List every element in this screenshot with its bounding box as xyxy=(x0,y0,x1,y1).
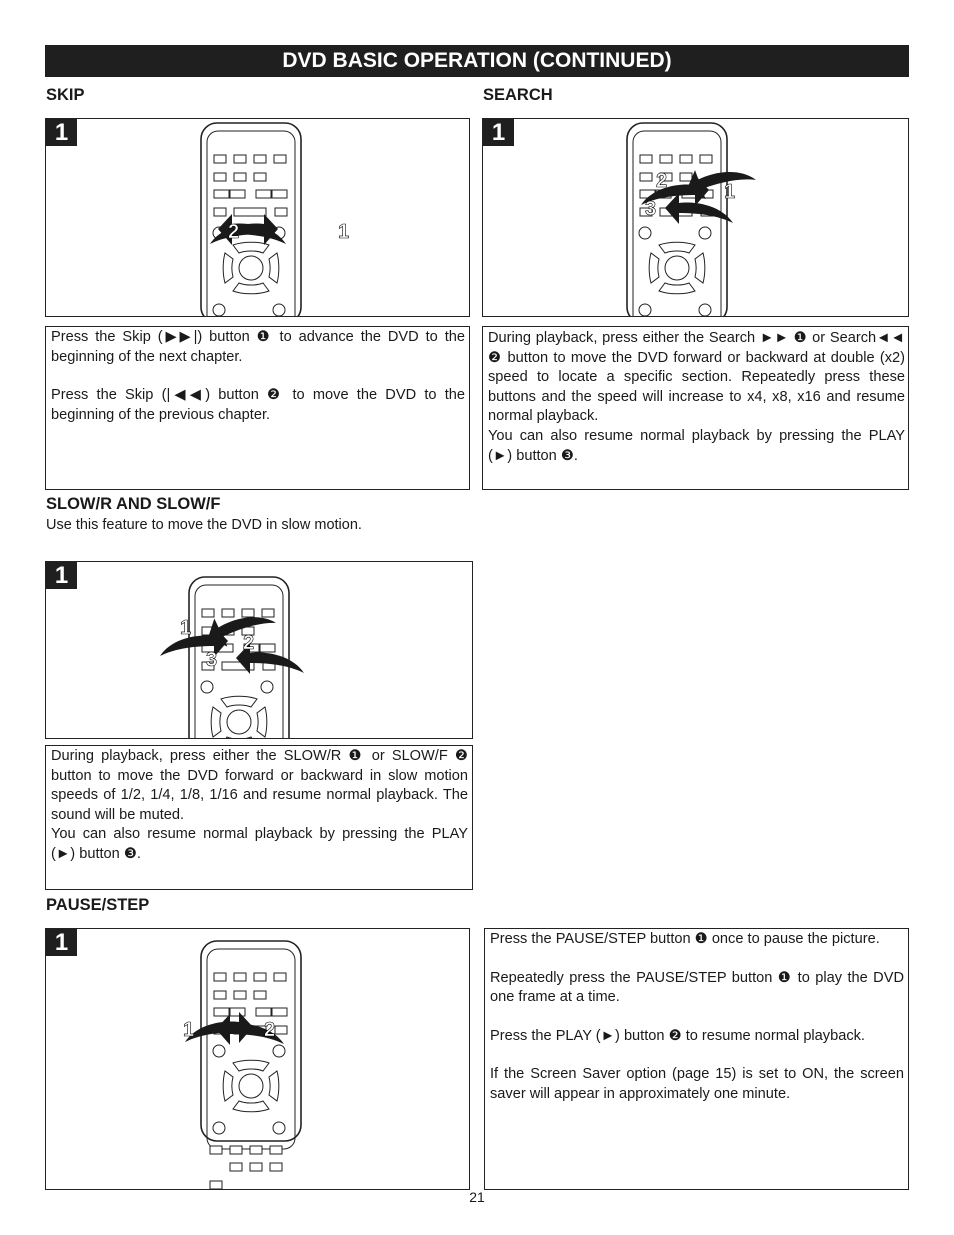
pause-callout-1: 1 xyxy=(183,1019,195,1041)
pause-paragraph-3: Press the PLAY (►) button ❷ to resume normal playback. xyxy=(490,1027,865,1044)
skip-text-box xyxy=(45,326,470,490)
search-paragraph-2: You can also resume normal playback by pressing the PLAY (►) button ❸. xyxy=(488,427,905,464)
slow-figure xyxy=(45,561,473,739)
pause-heading: PAUSE/STEP xyxy=(46,896,150,914)
slow-callout-3: 3 xyxy=(206,649,218,671)
skip-paragraph-2: Press the Skip (|◀◀) button ❷ to move the DVD to the beginning of the previous chapter. xyxy=(51,387,465,423)
slow-remote-illustration xyxy=(46,562,473,739)
slow-heading: SLOW/R AND SLOW/F xyxy=(46,495,221,513)
search-text-box xyxy=(482,326,909,490)
pause-paragraph-4: If the Screen Saver option (page 15) is set to ON, the screen saver will appear in approximately one minute. xyxy=(490,1066,904,1102)
page-title: DVD BASIC OPERATION (CONTINUED) xyxy=(45,45,909,77)
slow-step-badge: 1 xyxy=(46,562,77,589)
remote-control-icon xyxy=(201,123,301,317)
search-paragraph-1: During playback, press either the Search ►► ❶ or Search◄◄ ❷ button to move the DVD forward or backward at double (x2) speed to locate a specific section. Repeatedly press these buttons and the speed will increase to x4, x8, x16 and resume normal playback. xyxy=(488,330,905,425)
skip-heading: SKIP xyxy=(46,86,85,104)
pause-callout-2: 2 xyxy=(264,1019,276,1041)
skip-remote-illustration xyxy=(46,119,470,317)
skip-figure xyxy=(45,118,470,317)
slow-intro: Use this feature to move the DVD in slow motion. xyxy=(46,517,362,533)
pause-figure xyxy=(45,928,470,1190)
slow-text-box xyxy=(45,745,473,890)
skip-callout-1: 1 xyxy=(338,221,350,243)
pause-paragraph-2: Repeatedly press the PAUSE/STEP button ❶ to play the DVD one frame at a time. xyxy=(490,969,904,1006)
page-number: 21 xyxy=(469,1189,485,1205)
search-heading: SEARCH xyxy=(483,86,553,104)
search-step-badge: 1 xyxy=(483,119,514,146)
search-figure xyxy=(482,118,909,317)
remote-control-icon xyxy=(201,941,301,1189)
pause-remote-illustration xyxy=(46,929,470,1190)
slow-callout-2: 2 xyxy=(243,632,255,654)
slow-callout-1: 1 xyxy=(180,617,192,639)
pause-step-badge: 1 xyxy=(46,929,77,956)
pause-text-box xyxy=(484,928,909,1190)
skip-paragraph-1: Press the Skip (▶▶|) button ❶ to advance the DVD to the beginning of the next chapter. xyxy=(51,329,465,365)
search-callout-3: 3 xyxy=(645,198,657,220)
search-callout-1: 1 xyxy=(724,181,736,203)
slow-paragraph-2: You can also resume normal playback by pressing the PLAY (►) button ❸. xyxy=(51,826,468,862)
skip-callout-2: 2 xyxy=(228,221,240,243)
pause-paragraph-1: Press the PAUSE/STEP button ❶ once to pause the picture. xyxy=(490,931,880,947)
search-remote-illustration xyxy=(483,119,909,317)
skip-step-badge: 1 xyxy=(46,119,77,146)
slow-paragraph-1: During playback, press either the SLOW/R ❶ or SLOW/F ❷ button to move the DVD forward or backward in slow motion speeds of 1/2, 1/4, 1/8, 1/16 and resume normal playback. The sound will be muted. xyxy=(51,748,468,823)
search-callout-2: 2 xyxy=(656,170,668,192)
